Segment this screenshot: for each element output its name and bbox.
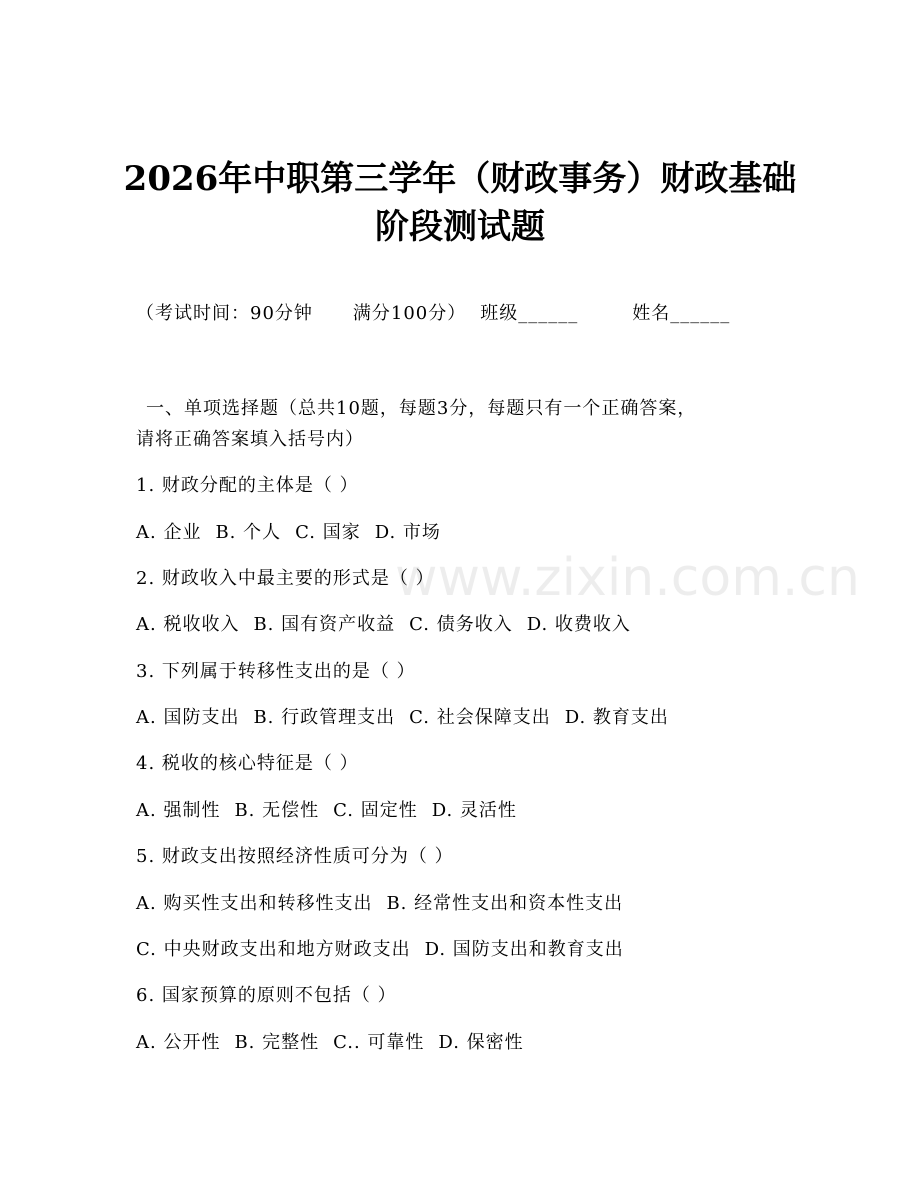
question-1-options — [136, 520, 441, 546]
option: C.. 可靠性 — [333, 1032, 425, 1053]
option: B. 无偿性 — [234, 800, 320, 821]
question-4-stem: 4. 税收的核心特征是（ ） — [136, 753, 359, 774]
option: A. 购买性支出和转移性支出 — [136, 893, 373, 914]
question-2-options — [136, 612, 631, 638]
question-6-stem: 6. 国家预算的原则不包括（ ） — [136, 985, 397, 1006]
option: B. 个人 — [215, 522, 282, 543]
option: B. 行政管理支出 — [253, 707, 396, 728]
exam-score: 满分100分） — [352, 303, 467, 324]
question-5-options-row-1 — [136, 891, 623, 917]
option: D. 市场 — [374, 522, 441, 543]
option: D. 国防支出和教育支出 — [424, 939, 624, 960]
document-title-line-1: 2026年中职第三学年（财政事务）财政基础 — [123, 159, 797, 199]
question-5-stem: 5. 财政支出按照经济性质可分为（ ） — [136, 846, 454, 867]
watermark: www.zixin.com.cn — [395, 548, 860, 608]
option: A. 国防支出 — [136, 707, 240, 728]
question-6-options — [136, 1030, 524, 1056]
question-5-options-row-2 — [136, 937, 624, 963]
document-title-line-2: 阶段测试题 — [375, 207, 545, 247]
name-field: 姓名______ — [632, 303, 731, 324]
section-heading-line-1: 一、单项选择题（总共10题，每题3分，每题只有一个正确答案， — [146, 398, 697, 419]
question-2-stem: 2. 财政收入中最主要的形式是（ ） — [136, 568, 435, 589]
question-4-options — [136, 798, 517, 824]
option: A. 公开性 — [136, 1032, 221, 1053]
option: D. 保密性 — [438, 1032, 524, 1053]
class-field: 班级______ — [480, 303, 579, 324]
option: C. 债务收入 — [409, 614, 513, 635]
question-1-stem: 1. 财政分配的主体是（ ） — [136, 475, 359, 496]
option: D. 灵活性 — [431, 800, 517, 821]
option: B. 完整性 — [234, 1032, 320, 1053]
question-3-options — [136, 705, 669, 731]
option: C. 中央财政支出和地方财政支出 — [136, 939, 411, 960]
exam-info — [136, 301, 730, 327]
option: D. 收费收入 — [526, 614, 631, 635]
option: A. 税收收入 — [136, 614, 240, 635]
option: C. 国家 — [295, 522, 361, 543]
option: A. 强制性 — [136, 800, 221, 821]
option: C. 社会保障支出 — [409, 707, 551, 728]
section-heading-line-2: 请将正确答案填入括号内） — [136, 429, 364, 450]
option: D. 教育支出 — [564, 707, 669, 728]
question-3-stem: 3. 下列属于转移性支出的是（ ） — [136, 661, 416, 682]
option: B. 经常性支出和资本性支出 — [386, 893, 624, 914]
option: B. 国有资产收益 — [253, 614, 396, 635]
exam-time: （考试时间：90分钟 — [136, 303, 313, 324]
option: A. 企业 — [136, 522, 202, 543]
option: C. 固定性 — [333, 800, 418, 821]
